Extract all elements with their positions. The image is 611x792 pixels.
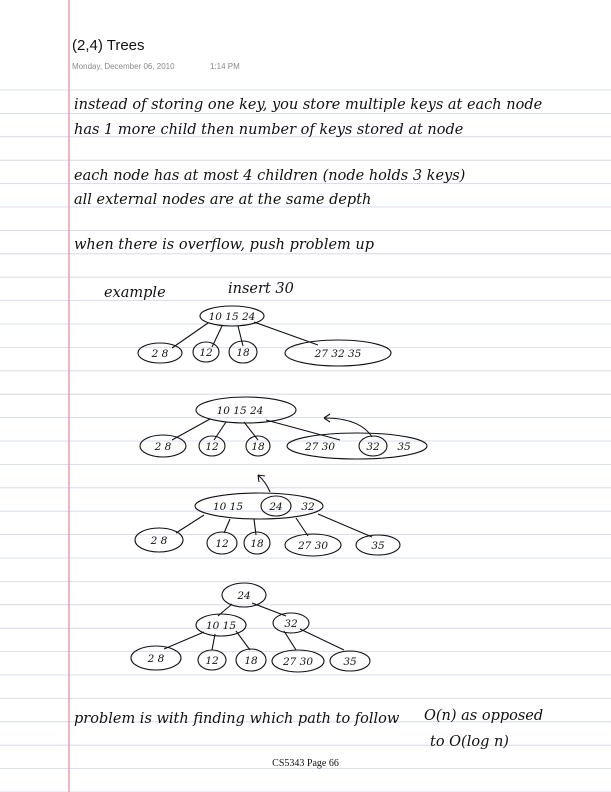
page-title: (2,4) Trees [72, 37, 145, 54]
tree-node-label: 10 15 [212, 501, 244, 513]
tree-node-label: 24 [269, 501, 283, 513]
tree-3 [135, 475, 400, 556]
tree-node-label: 24 [237, 590, 251, 602]
tree-node-label: 27 30 [282, 656, 314, 668]
tree-node-label: 10 15 24 [216, 405, 264, 417]
tree-node-label: 2 8 [147, 653, 165, 665]
tree-node-label: 35 [371, 540, 385, 552]
bottom-note-1: problem is with finding which path to follow [74, 711, 400, 727]
bottom-note-2: O(n) as opposed [424, 708, 544, 724]
insert-label: insert 30 [228, 281, 294, 297]
tree-node-label: 2 8 [150, 535, 168, 547]
page-date: Monday, December 06, 2010 [72, 62, 175, 71]
note-line-3: each node has at most 4 children (node holds 3 keys) [74, 168, 466, 184]
tree-node-label: 27 30 [297, 540, 329, 552]
note-line-2: has 1 more child then number of keys stored at node [74, 122, 464, 138]
tree-node-label: 2 8 [151, 348, 169, 360]
tree-node-label: 27 30 [304, 441, 336, 453]
tree-4 [131, 583, 370, 672]
tree-node-label: 12 [199, 347, 213, 359]
note-line-5: when there is overflow, push problem up [74, 237, 375, 253]
page-time: 1:14 PM [210, 62, 240, 71]
note-line-1: instead of storing one key, you store multiple keys at each node [74, 97, 543, 113]
tree-node-label: 35 [343, 656, 357, 668]
tree-1 [138, 306, 391, 366]
tree-node-label: 27 32 35 [314, 348, 362, 360]
tree-node-label: 32 [366, 441, 380, 453]
tree-node-label: 10 15 24 [208, 311, 256, 323]
tree-node-label: 12 [215, 538, 229, 550]
tree-node-label: 12 [205, 655, 219, 667]
tree-node-label: 32 [301, 501, 315, 513]
tree-node-label: 32 [284, 618, 298, 630]
tree-node-label: 10 15 [205, 620, 237, 632]
tree-node-label: 18 [251, 441, 265, 453]
tree-2 [140, 397, 427, 459]
tree-node-label: 12 [205, 441, 219, 453]
tree-node-label: 18 [250, 538, 264, 550]
example-label: example [104, 285, 166, 301]
page-footer: CS5343 Page 66 [272, 758, 339, 769]
tree-node-label: 18 [244, 655, 258, 667]
note-line-4: all external nodes are at the same depth [74, 192, 372, 208]
bottom-note-3: to O(log n) [430, 734, 509, 750]
tree-node-label: 18 [236, 347, 250, 359]
tree-node-label: 2 8 [154, 441, 172, 453]
tree-node-label: 35 [397, 441, 411, 453]
